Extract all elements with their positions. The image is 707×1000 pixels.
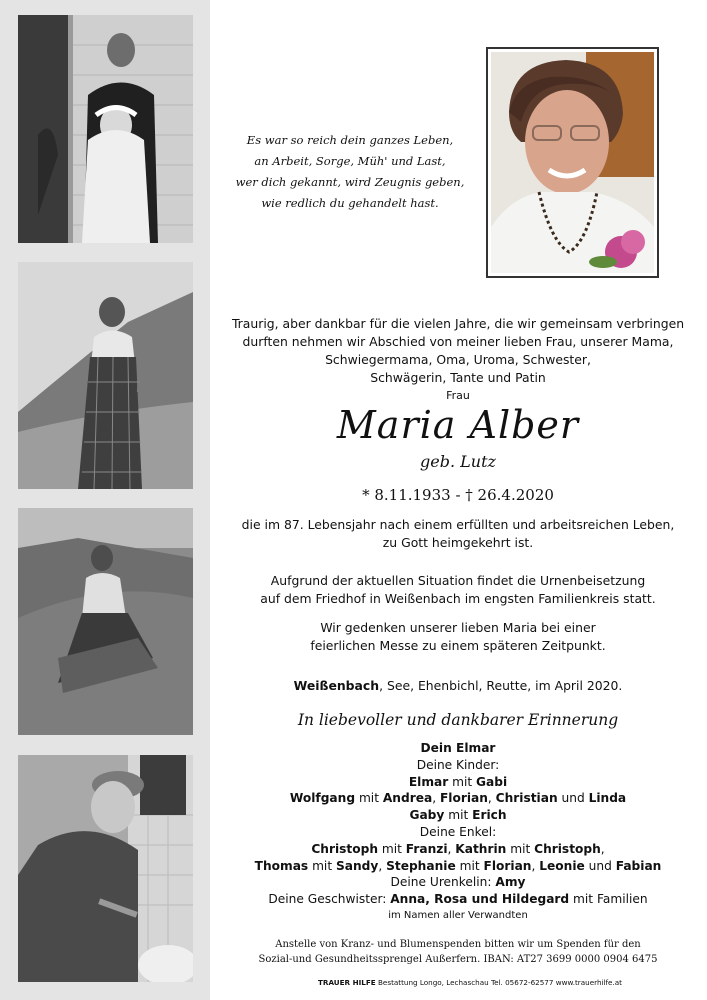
donation-note — [228, 937, 688, 967]
photo-elderly-woman-cooking — [18, 755, 193, 982]
note-line: Sozial-und Gesundheitssprengel Außerfern. IBAN: AT27 3699 0000 0904 6475 — [258, 954, 658, 965]
family-text: und — [588, 858, 612, 873]
paragraph-passing — [228, 516, 688, 552]
siblings-row — [228, 891, 688, 908]
family-text: Leonie — [539, 858, 585, 873]
intro-text — [228, 315, 688, 405]
poem-line: wie redlich du gehandelt hast. — [261, 196, 439, 210]
family-text: Deine Geschwister: — [268, 892, 387, 907]
family-text: mit — [381, 841, 402, 856]
footer-text: Bestattung Longo, Lechaschau Tel. 05672-62577 www.trauerhilfe.at — [375, 978, 622, 987]
family-text: mit Familien — [573, 892, 648, 907]
family-list — [228, 740, 688, 925]
paragraph-line: auf dem Friedhof in Weißenbach im engsten Familienkreis statt. — [260, 591, 656, 606]
family-text: Christian — [495, 791, 558, 806]
family-text: Wolfgang — [289, 791, 356, 806]
memorial-poem — [224, 130, 476, 214]
portrait-photo — [486, 47, 659, 278]
paragraph-burial — [228, 572, 688, 608]
family-text: Andrea — [382, 791, 433, 806]
intro-line: durften nehmen wir Abschied von meiner lieben Frau, unserer Mama, — [242, 334, 674, 349]
family-text: und — [561, 791, 585, 806]
relatives-line: im Namen aller Verwandten — [388, 909, 528, 921]
family-text: Stephanie — [386, 858, 456, 873]
child-row — [228, 774, 688, 791]
family-text: Christoph — [534, 841, 601, 856]
photo-young-woman-mountain — [18, 262, 193, 489]
family-text: Deine Urenkelin: — [390, 875, 492, 890]
paragraph-mass — [228, 619, 688, 655]
footer-brand: TRAUER HILFE — [318, 978, 376, 987]
family-text: mit — [452, 774, 473, 789]
family-text: Amy — [495, 875, 526, 890]
intro-line: Schwiegermama, Oma, Uroma, Schwester, — [325, 352, 591, 367]
paragraph-line: Wir gedenken unserer lieben Maria bei einer — [320, 620, 596, 635]
salutation: Frau — [446, 389, 470, 402]
family-text: Erich — [472, 808, 507, 823]
paragraph-line: zu Gott heimgekehrt ist. — [382, 535, 534, 550]
family-text: Florian — [439, 791, 488, 806]
family-text: Linda — [588, 791, 627, 806]
child-row — [228, 807, 688, 824]
family-text: Florian — [483, 858, 532, 873]
family-text: mit — [459, 858, 480, 873]
note-line: Anstelle von Kranz- und Blumenspenden bitten wir um Spenden für den — [275, 939, 641, 950]
family-text: Elmar — [408, 774, 449, 789]
photo-sidebar — [0, 0, 210, 1000]
grandchild-row: Thomas mit Sandy, Stephanie mit Florian, Leonie und Fabian — [254, 858, 662, 873]
deceased-name: Maria Alber — [336, 403, 580, 447]
husband: Dein Elmar — [420, 741, 496, 755]
place-and-date — [228, 678, 688, 693]
grandchild-row: Christoph mit Franzi, Kathrin mit Christoph, — [311, 841, 605, 856]
memory-line: In liebevoller und dankbarer Erinnerung — [297, 711, 619, 729]
photo-mother-and-daughter — [18, 15, 193, 243]
family-text: Franzi — [405, 841, 448, 856]
family-text: Anna, Rosa und Hildegard — [390, 892, 570, 907]
photo-woman-on-meadow — [18, 508, 193, 735]
life-dates: * 8.11.1933 - † 26.4.2020 — [362, 486, 554, 504]
intro-line: Schwägerin, Tante und Patin — [370, 370, 546, 385]
place-name: Weißenbach — [293, 678, 380, 693]
place-rest: , See, Ehenbichl, Reutte, im April 2020. — [379, 678, 623, 693]
family-text: Thomas — [254, 858, 309, 873]
family-text: Fabian — [615, 858, 662, 873]
intro-line: Traurig, aber dankbar für die vielen Jahre, die wir gemeinsam verbringen — [231, 316, 685, 331]
great-grandchild-row — [228, 874, 688, 891]
poem-line: an Arbeit, Sorge, Müh' und Last, — [254, 154, 446, 168]
family-text: mit — [448, 808, 469, 823]
family-text: mit — [358, 791, 379, 806]
paragraph-line: Aufgrund der aktuellen Situation findet die Urnenbeisetzung — [270, 573, 646, 588]
paragraph-line: feierlichen Messe zu einem späteren Zeitpunkt. — [310, 638, 606, 653]
grandchildren-label: Deine Enkel: — [419, 824, 497, 839]
maiden-name: geb. Lutz — [420, 452, 496, 471]
children-label: Deine Kinder: — [416, 757, 500, 772]
paragraph-line: die im 87. Lebensjahr nach einem erfüllten und arbeitsreichen Leben, — [241, 517, 675, 532]
child-row: Wolfgang mit Andrea, Florian, Christian und Linda — [289, 791, 627, 806]
family-text: mit — [312, 858, 333, 873]
poem-line: wer dich gekannt, wird Zeugnis geben, — [235, 175, 465, 189]
poem-line: Es war so reich dein ganzes Leben, — [246, 133, 454, 147]
family-text: mit — [510, 841, 531, 856]
family-text: Gaby — [409, 808, 445, 823]
funeral-home-footer — [260, 978, 680, 987]
family-text: Christoph — [311, 841, 378, 856]
family-text: Sandy — [335, 858, 379, 873]
family-text: Gabi — [476, 774, 508, 789]
family-text: Kathrin — [455, 841, 507, 856]
